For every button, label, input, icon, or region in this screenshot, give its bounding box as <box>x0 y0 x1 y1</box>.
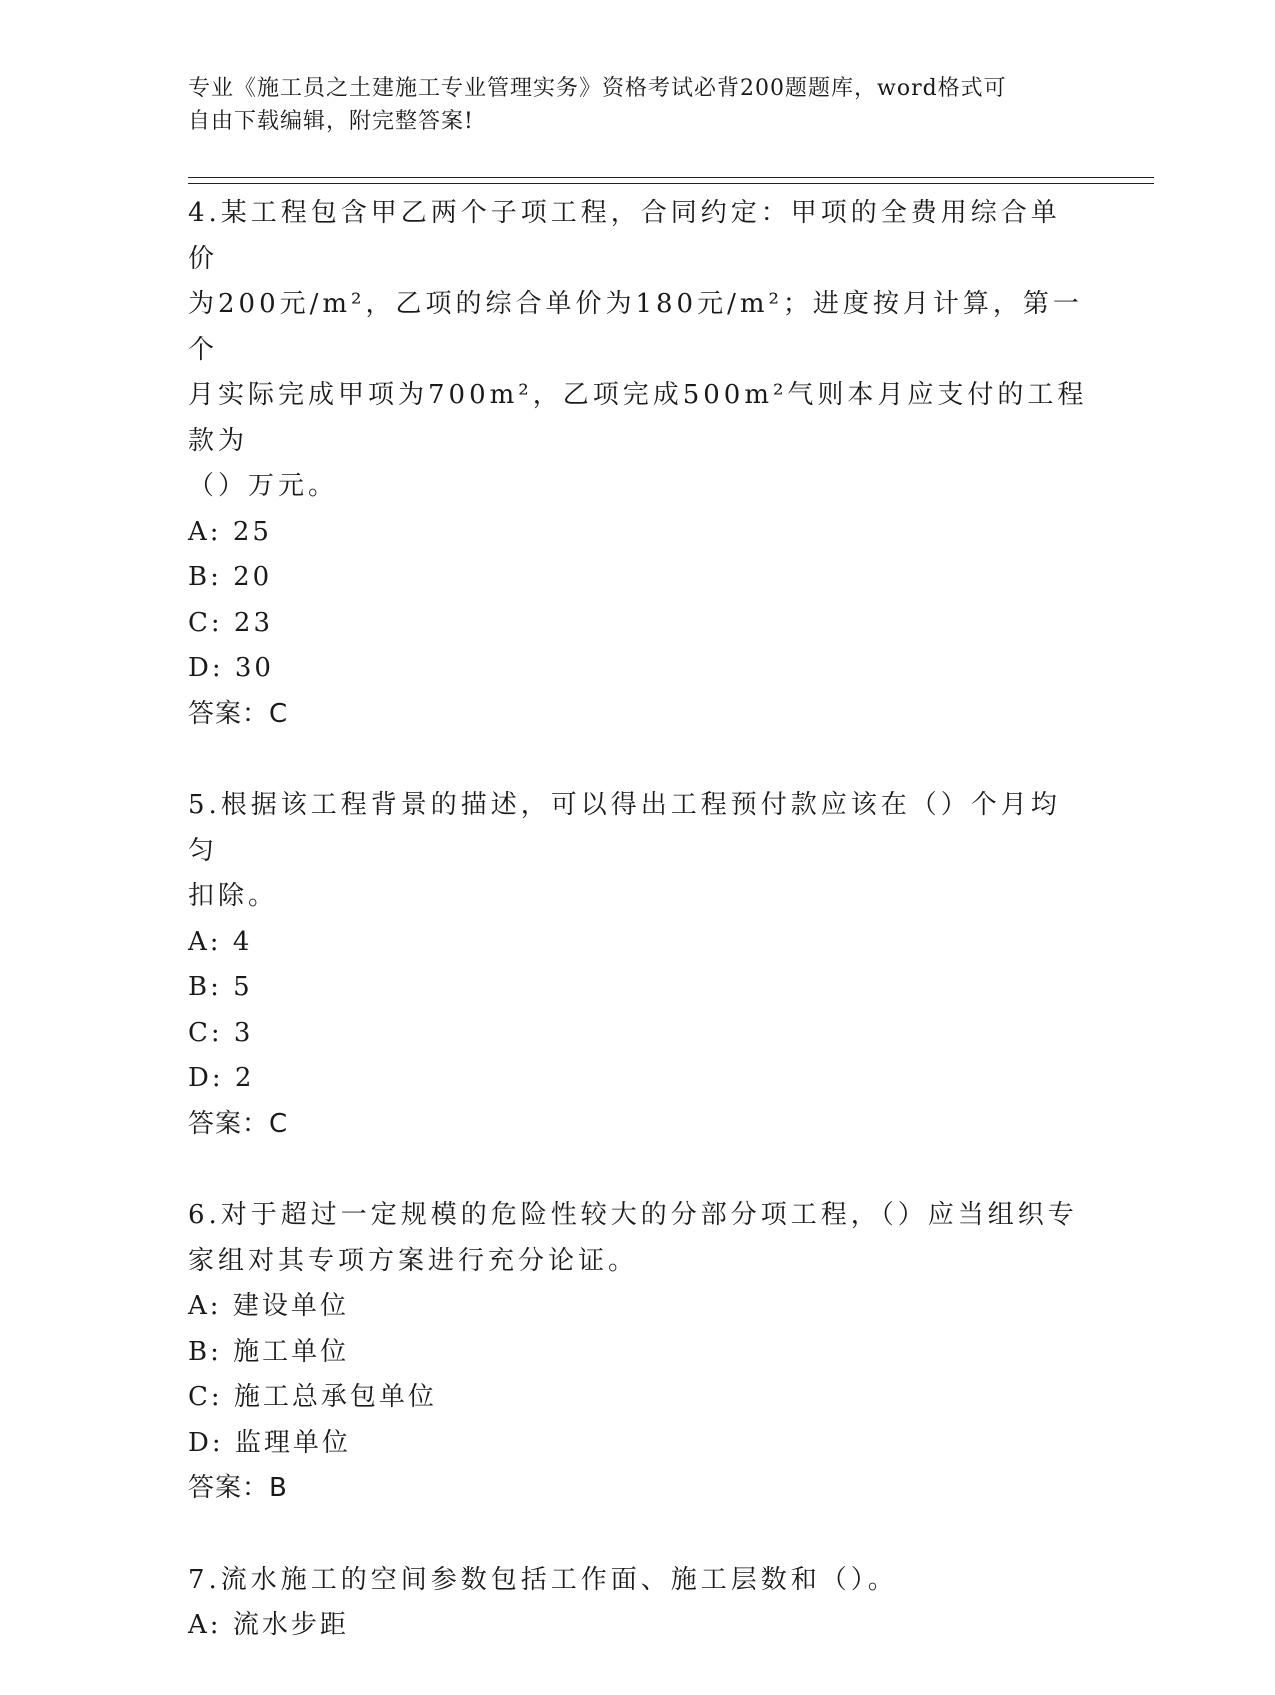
question-stem-line: 7.流水施工的空间参数包括工作面、施工层数和（）。 <box>188 1564 898 1595</box>
question-stem-line: 4.某工程包含甲乙两个子项工程，合同约定：甲项的全费用综合单价 <box>188 198 1061 274</box>
option-text: 4 <box>232 926 253 957</box>
question-stem-line: 家组对其专项方案进行充分论证。 <box>188 1245 639 1276</box>
option-text: 施工总承包单位 <box>233 1382 437 1412</box>
option-text: 施工单位 <box>233 1336 350 1367</box>
option-letter: D: <box>188 653 224 683</box>
option-a <box>188 920 1088 966</box>
option-letter: C: <box>188 1382 223 1412</box>
option-text: 监理单位 <box>234 1427 351 1458</box>
option-a <box>188 510 1088 556</box>
option-letter: B: <box>188 562 222 592</box>
option-d <box>188 646 1088 692</box>
header-line-2: 自由下载编辑，附完整答案! <box>188 109 474 134</box>
option-text: 3 <box>233 1017 254 1048</box>
option-letter: C: <box>188 1017 223 1048</box>
option-letter: A: <box>188 516 222 547</box>
option-b <box>188 555 1088 601</box>
option-letter: A: <box>188 1291 222 1321</box>
question-4 <box>188 191 1088 737</box>
question-stem-line: 扣除。 <box>188 881 279 911</box>
question-stem-line: 6.对于超过一定规模的危险性较大的分部分项工程，（）应当组织专 <box>188 1200 1078 1230</box>
option-letter: A: <box>188 926 222 957</box>
option-text: 2 <box>234 1063 255 1093</box>
option-letter: A: <box>188 1610 222 1640</box>
question-stem-line: 月实际完成甲项为700m²，乙项完成500m²气则本月应支付的工程款为 <box>188 380 1088 456</box>
option-text: 建设单位 <box>232 1291 349 1321</box>
question-5 <box>188 783 1088 1147</box>
question-stem-line: 为200元/m²，乙项的综合单价为180元/m²；进度按月计算，第一个 <box>188 289 1083 365</box>
option-letter: B: <box>188 1336 222 1367</box>
question-7 <box>188 1558 1088 1649</box>
option-text: 5 <box>233 972 253 1002</box>
option-text: 流水步距 <box>232 1610 349 1640</box>
document-header <box>188 72 1068 138</box>
answer-line: 答案：C <box>188 1108 289 1139</box>
option-text: 25 <box>232 516 272 547</box>
header-divider-bottom <box>188 183 1154 184</box>
option-b <box>188 1330 1088 1376</box>
option-c <box>188 1011 1088 1057</box>
option-a <box>188 1603 1088 1649</box>
question-6 <box>188 1193 1088 1512</box>
option-c <box>188 601 1088 647</box>
option-letter: B: <box>188 972 222 1002</box>
option-text: 23 <box>233 607 274 638</box>
question-stem-line: （）万元。 <box>188 471 339 501</box>
answer-line: 答案：C <box>188 698 289 729</box>
option-letter: C: <box>188 607 223 638</box>
option-text: 30 <box>234 653 274 683</box>
header-line-1: 专业《施工员之土建施工专业管理实务》资格考试必背200题题库，word格式可 <box>188 76 1007 101</box>
option-d <box>188 1056 1088 1102</box>
option-letter: D: <box>188 1063 224 1093</box>
option-d <box>188 1421 1088 1467</box>
question-stem-line: 5.根据该工程背景的描述，可以得出工程预付款应该在（）个月均匀 <box>188 790 1061 866</box>
question-list <box>188 191 1088 1695</box>
option-text: 20 <box>233 562 273 592</box>
option-a <box>188 1284 1088 1330</box>
option-letter: D: <box>188 1427 224 1458</box>
option-b <box>188 965 1088 1011</box>
option-c <box>188 1375 1088 1421</box>
header-divider-top <box>188 177 1154 178</box>
answer-line: 答案：B <box>188 1473 288 1503</box>
